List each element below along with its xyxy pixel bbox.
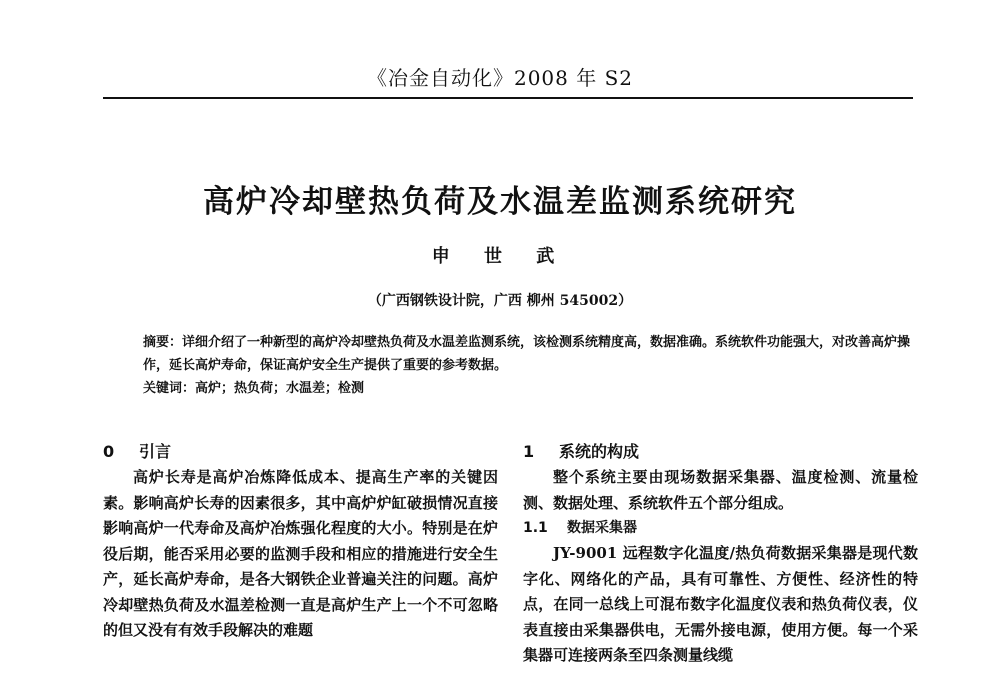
left-column [103,438,498,644]
abstract-block [143,331,913,400]
abstract [143,331,913,377]
section-number: 1 [523,442,535,461]
system-paragraph: 整个系统主要由现场数据采集器、温度检测、流量检测、数据处理、系统软件五个部分组成。 [523,468,918,512]
subsection-number: 1.1 [523,520,548,536]
keywords-label: 关键词： [143,381,196,396]
subsection-title: 数据采集器 [567,520,637,536]
paper-title: 高炉冷却壁热负荷及水温差监测系统研究 [203,184,797,220]
author-name: 申 世 武 [431,246,569,267]
section-number: 0 [103,442,115,461]
right-column [523,438,918,669]
header-rule [103,97,913,99]
section-heading-intro [103,438,498,465]
author-affiliation: （广西钢铁设计院，广西 柳州 545002） [367,293,633,309]
intro-paragraph: 高炉长寿是高炉冶炼降低成本、提高生产率的关键因素。影响高炉长寿的因素很多，其中高炉炉缸破损情况直接影响高炉一代寿命及高炉冶炼强化程度的大小。特别是在炉役后期，能否采用必要的监测手段和相应的措施进行安全生产，延长高炉寿命，是各大钢铁企业普遍关注的问题。高炉冷却壁热负荷及水温差检测一直是高炉生产上一个不可忽略的但又没有有效手段解决的难题 [103,468,498,639]
keywords-text: 高炉；热负荷；水温差；检测 [195,381,365,396]
subsection-heading-collector [523,516,918,541]
abstract-text: 详细介绍了一种新型的高炉冷却壁热负荷及水温差监测系统，该检测系统精度高，数据准确。系统软件功能强大，对改善高炉操作，延长高炉寿命，保证高炉安全生产提供了重要的参考数据。 [143,335,911,373]
section-title: 系统的构成 [559,442,640,461]
journal-header: 《冶金自动化》2008 年 S2 [366,66,634,90]
keywords [143,377,913,400]
section-heading-system [523,438,918,465]
section-title: 引言 [139,442,172,461]
collector-paragraph: JY-9001 远程数字化温度/热负荷数据采集器是现代数字化、网络化的产品，具有可靠性、方便性、经济性的特点，在同一总线上可混布数字化温度仪表和热负荷仪表，仪表直接由采集器供电，无需外接电源，使用方便。每一个采集器可连接两条至四条测量线缆 [523,544,918,664]
abstract-label: 摘要： [143,335,183,350]
